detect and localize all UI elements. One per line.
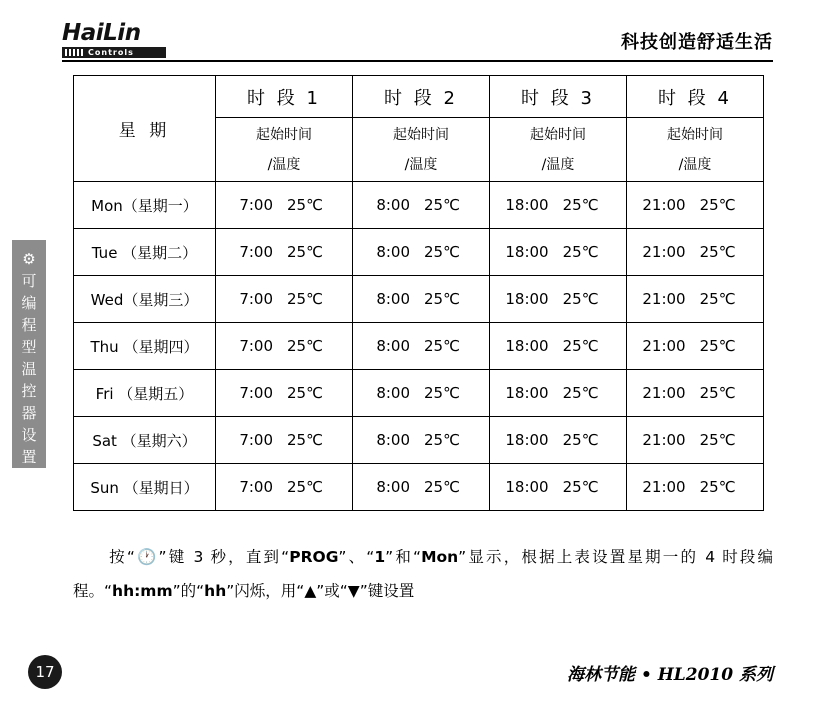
subheader-slot-4 — [627, 118, 764, 182]
subheader-slot-2-line1: 起始时间 — [393, 126, 449, 143]
subheader-slot-1-line1: 起始时间 — [256, 126, 312, 143]
cell-slot-2 — [353, 229, 490, 276]
row-day-label: Mon（星期一） — [74, 182, 216, 229]
cell-time: 8:00 — [376, 290, 410, 308]
section-side-tab — [12, 240, 46, 468]
cell-time: 18:00 — [505, 337, 549, 355]
subheader-slot-3-line2: /温度 — [541, 156, 575, 173]
cell-temp: 25℃ — [562, 431, 599, 449]
para-text-7: ”的“ — [172, 582, 205, 600]
cell-temp: 25℃ — [287, 478, 323, 496]
subheader-slot-4-line1: 起始时间 — [667, 126, 723, 143]
cell-time: 18:00 — [505, 290, 549, 308]
side-tab-char-1: 编 — [21, 294, 37, 312]
cell-temp: 25℃ — [424, 431, 460, 449]
para-keyword-hhmm: hh:mm — [112, 582, 173, 600]
footer-note: 海林节能 • HL2010 系列 — [567, 665, 773, 685]
up-arrow-icon: ▲ — [304, 582, 317, 600]
cell-temp: 25℃ — [287, 337, 323, 355]
table-header-row — [74, 76, 764, 118]
brand-logo-subtext: Controls — [88, 48, 134, 57]
cell-time: 8:00 — [376, 243, 410, 261]
table-row — [74, 370, 764, 417]
header-slogan: 科技创造舒适生活 — [621, 32, 773, 53]
cell-time: 21:00 — [642, 290, 686, 308]
para-text-5: ”显示，根据上表设置 — [458, 548, 628, 566]
side-tab-char-8: 置 — [21, 448, 37, 466]
brand-logo-text: HaiLin — [62, 20, 141, 46]
cell-time: 8:00 — [376, 196, 410, 214]
brand-logo — [62, 22, 182, 58]
para-text-6: 星期一的 4 时段编程。“ — [73, 548, 774, 600]
cell-temp: 25℃ — [562, 478, 599, 496]
column-header-day: 星 期 — [74, 76, 216, 182]
cell-temp: 25℃ — [562, 337, 599, 355]
side-tab-char-5: 控 — [21, 382, 37, 400]
side-tab-char-4: 温 — [21, 360, 37, 378]
cell-slot-2 — [353, 182, 490, 229]
cell-time: 21:00 — [642, 337, 686, 355]
cell-temp: 25℃ — [287, 290, 323, 308]
side-tab-char-3: 型 — [21, 338, 37, 356]
cell-temp: 25℃ — [424, 478, 460, 496]
cell-slot-3 — [490, 417, 627, 464]
cell-time: 7:00 — [239, 384, 273, 402]
subheader-slot-3-line1: 起始时间 — [530, 126, 586, 143]
subheader-slot-2-line2: /温度 — [404, 156, 438, 173]
para-keyword-mon: Mon — [421, 548, 459, 566]
cell-temp: 25℃ — [287, 196, 323, 214]
page-header — [0, 0, 835, 62]
cell-slot-3 — [490, 229, 627, 276]
table-row — [74, 417, 764, 464]
cell-temp: 25℃ — [424, 384, 460, 402]
table-row — [74, 229, 764, 276]
row-day-label: Wed（星期三） — [74, 276, 216, 323]
cell-time: 8:00 — [376, 337, 410, 355]
cell-time: 7:00 — [239, 290, 273, 308]
header-divider — [62, 60, 773, 62]
row-day-label: Tue （星期二） — [74, 229, 216, 276]
cell-slot-2 — [353, 417, 490, 464]
cell-temp: 25℃ — [424, 196, 460, 214]
cell-slot-3 — [490, 276, 627, 323]
cell-slot-1 — [216, 370, 353, 417]
cell-time: 7:00 — [239, 431, 273, 449]
cell-slot-4 — [627, 229, 764, 276]
subheader-slot-1 — [216, 118, 353, 182]
cell-time: 18:00 — [505, 431, 549, 449]
para-text-8: ”闪烁，用“ — [226, 582, 305, 600]
cell-temp: 25℃ — [699, 196, 736, 214]
cell-temp: 25℃ — [287, 243, 323, 261]
para-text-3: ”、“ — [338, 548, 375, 566]
cell-time: 21:00 — [642, 384, 686, 402]
cell-slot-3 — [490, 464, 627, 511]
column-header-slot-1: 时 段 1 — [216, 76, 353, 118]
cell-slot-4 — [627, 370, 764, 417]
para-keyword-hh: hh — [204, 582, 227, 600]
cell-temp: 25℃ — [562, 384, 599, 402]
subheader-slot-1-line2: /温度 — [267, 156, 301, 173]
cell-slot-3 — [490, 323, 627, 370]
cell-temp: 25℃ — [699, 478, 736, 496]
cell-time: 21:00 — [642, 196, 686, 214]
row-day-label: Thu （星期四） — [74, 323, 216, 370]
cell-temp: 25℃ — [699, 431, 736, 449]
cell-temp: 25℃ — [424, 243, 460, 261]
cell-slot-1 — [216, 464, 353, 511]
side-tab-char-7: 设 — [21, 426, 37, 444]
cell-temp: 25℃ — [562, 243, 599, 261]
brand-logo-bar — [62, 47, 166, 58]
clock-icon: 🕐 — [134, 548, 159, 566]
cell-time: 7:00 — [239, 478, 273, 496]
cell-slot-1 — [216, 182, 353, 229]
page-number-badge: 17 — [28, 655, 62, 689]
subheader-slot-2 — [353, 118, 490, 182]
cell-slot-4 — [627, 276, 764, 323]
cell-slot-3 — [490, 370, 627, 417]
cell-temp: 25℃ — [424, 337, 460, 355]
cell-time: 18:00 — [505, 384, 549, 402]
cell-time: 18:00 — [505, 478, 549, 496]
cell-time: 21:00 — [642, 243, 686, 261]
cell-time: 7:00 — [239, 243, 273, 261]
table-row — [74, 464, 764, 511]
subheader-slot-3 — [490, 118, 627, 182]
cell-time: 8:00 — [376, 431, 410, 449]
cell-temp: 25℃ — [699, 243, 736, 261]
cell-time: 7:00 — [239, 196, 273, 214]
cell-slot-3 — [490, 182, 627, 229]
cell-slot-2 — [353, 323, 490, 370]
cell-temp: 25℃ — [287, 384, 323, 402]
column-header-slot-3: 时 段 3 — [490, 76, 627, 118]
gear-icon: ⚙ — [22, 250, 36, 268]
cell-time: 8:00 — [376, 384, 410, 402]
down-arrow-icon: ▼ — [347, 582, 360, 600]
cell-slot-1 — [216, 229, 353, 276]
cell-time: 8:00 — [376, 478, 410, 496]
para-keyword-one: 1 — [374, 548, 386, 566]
subheader-slot-4-line2: /温度 — [678, 156, 712, 173]
side-tab-char-6: 器 — [21, 404, 37, 422]
cell-slot-4 — [627, 323, 764, 370]
cell-slot-1 — [216, 276, 353, 323]
cell-slot-1 — [216, 323, 353, 370]
row-day-label: Sun （星期日） — [74, 464, 216, 511]
table-row — [74, 323, 764, 370]
para-text-4: ”和“ — [385, 548, 422, 566]
column-header-slot-2: 时 段 2 — [353, 76, 490, 118]
cell-temp: 25℃ — [699, 384, 736, 402]
para-text-10: ”键设置 — [359, 582, 415, 600]
cell-temp: 25℃ — [424, 290, 460, 308]
cell-temp: 25℃ — [699, 290, 736, 308]
para-text-2: ”键 3 秒，直到“ — [158, 548, 290, 566]
column-header-slot-4: 时 段 4 — [627, 76, 764, 118]
instruction-paragraph — [73, 540, 773, 608]
cell-time: 21:00 — [642, 431, 686, 449]
cell-slot-1 — [216, 417, 353, 464]
cell-temp: 25℃ — [699, 337, 736, 355]
cell-slot-4 — [627, 182, 764, 229]
cell-slot-2 — [353, 276, 490, 323]
para-keyword-prog: PROG — [289, 548, 339, 566]
cell-time: 18:00 — [505, 243, 549, 261]
side-tab-char-0: 可 — [21, 272, 37, 290]
cell-temp: 25℃ — [562, 290, 599, 308]
table-row — [74, 182, 764, 229]
side-tab-char-2: 程 — [21, 316, 37, 334]
cell-time: 21:00 — [642, 478, 686, 496]
cell-slot-4 — [627, 464, 764, 511]
row-day-label: Sat （星期六） — [74, 417, 216, 464]
row-day-label: Fri （星期五） — [74, 370, 216, 417]
cell-temp: 25℃ — [562, 196, 599, 214]
cell-slot-2 — [353, 370, 490, 417]
cell-time: 18:00 — [505, 196, 549, 214]
cell-time: 7:00 — [239, 337, 273, 355]
para-text-9: ”或“ — [316, 582, 348, 600]
cell-slot-4 — [627, 417, 764, 464]
schedule-table — [73, 75, 764, 511]
para-text-1: 按“ — [107, 548, 135, 566]
cell-slot-2 — [353, 464, 490, 511]
table-row — [74, 276, 764, 323]
cell-temp: 25℃ — [287, 431, 323, 449]
